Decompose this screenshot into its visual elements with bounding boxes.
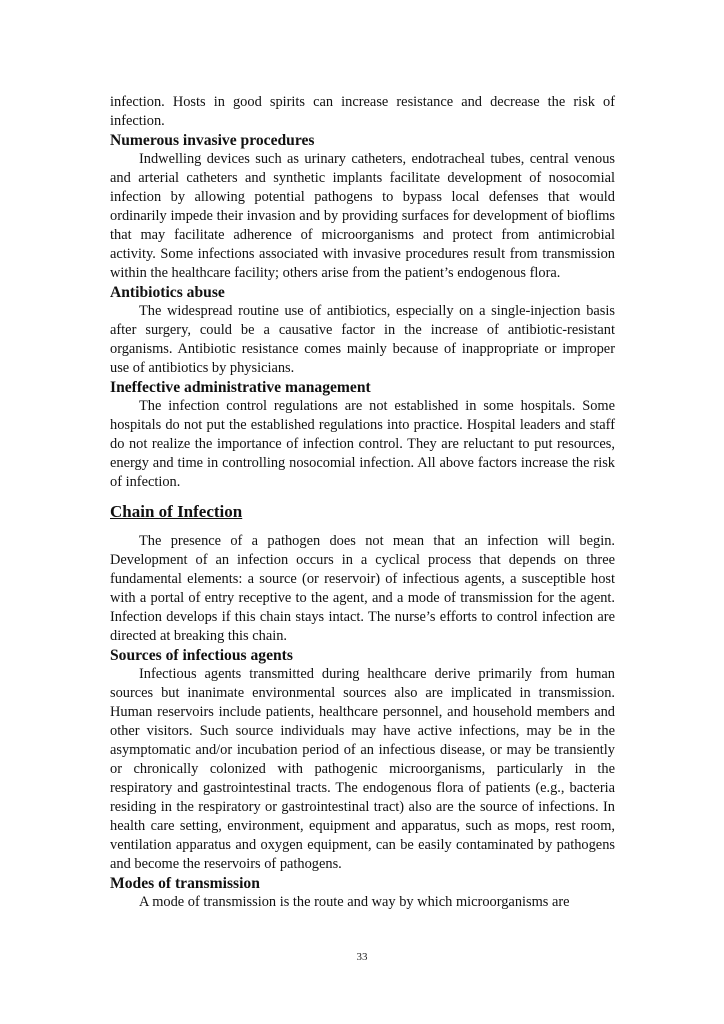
- page-number: 33: [356, 951, 368, 963]
- heading-invasive-procedures: Numerous invasive procedures: [110, 132, 315, 149]
- paragraph-chain-of-infection: The presence of a pathogen does not mean that an infection will begin. Development of an infection occurs in a cyclical process that depends on three fundamental elements: a source (or reservoir) of infectious agents, a susceptible host with a portal of entry receptive to the agent, and a mode of transmission for the agent. Infection develops if this chain stays intact. The nurse’s efforts to control infection are directed at breaking this chain.: [110, 533, 615, 644]
- paragraph-modes-of-transmission: A mode of transmission is the route and way by which microorganisms are: [139, 894, 570, 910]
- paragraph-invasive-procedures: Indwelling devices such as urinary catheters, endotracheal tubes, central venous and arterial catheters and synthetic implants facilitate development of nosocomial infection by allowing potential pathogens to bypass local defenses that would ordinarily impede their invasion and by providing surfaces for development of bioflims that may facilitate adherence of microorganisms and protect from antimicrobial activity. Some infections associated with invasive procedures result from transmission within the healthcare facility; others arise from the patient’s endogenous flora.: [110, 151, 615, 281]
- paragraph-administrative-management: The infection control regulations are not established in some hospitals. Some hospitals do not put the established regulations into practice. Hospital leaders and staff do not realize the importance of infection control. They are reluctant to put resources, energy and time in controlling nosocomial infection. All above factors increase the risk of infection.: [110, 398, 615, 490]
- heading-modes-of-transmission: Modes of transmission: [110, 875, 260, 892]
- intro-paragraph: infection. Hosts in good spirits can increase resistance and decrease the risk of infection.: [110, 94, 615, 129]
- heading-antibiotics-abuse: Antibiotics abuse: [110, 284, 225, 301]
- paragraph-sources-of-infectious-agents: Infectious agents transmitted during healthcare derive primarily from human sources but inanimate environmental sources also are implicated in transmission. Human reservoirs include patients, healthcare personnel, and household members and other visitors. Such source individuals may have active infections, may be in the asymptomatic and/or incubation period of an infectious disease, or may be transiently or chronically colonized with pathogenic microorganisms, particularly in the respiratory and gastrointestinal tracts. The endogenous flora of patients (e.g., bacteria residing in the respiratory or gastrointestinal tract) also are the source of infections. In health care setting, environment, equipment and apparatus, such as mops, rest room, ventilation apparatus and oxygen equipment, can be easily contaminated by pathogens and become the reservoirs of pathogens.: [110, 666, 615, 872]
- section-title-chain-of-infection: Chain of Infection: [110, 502, 243, 521]
- paragraph-antibiotics-abuse: The widespread routine use of antibiotics, especially on a single-injection basis after surgery, could be a causative factor in the increase of antibiotic-resistant organisms. Antibiotic resistance comes mainly because of inappropriate or improper use of antibiotics by physicians.: [110, 303, 615, 376]
- heading-sources-of-infectious-agents: Sources of infectious agents: [110, 647, 293, 664]
- document-page: [110, 93, 615, 912]
- heading-administrative-management: Ineffective administrative management: [110, 379, 371, 396]
